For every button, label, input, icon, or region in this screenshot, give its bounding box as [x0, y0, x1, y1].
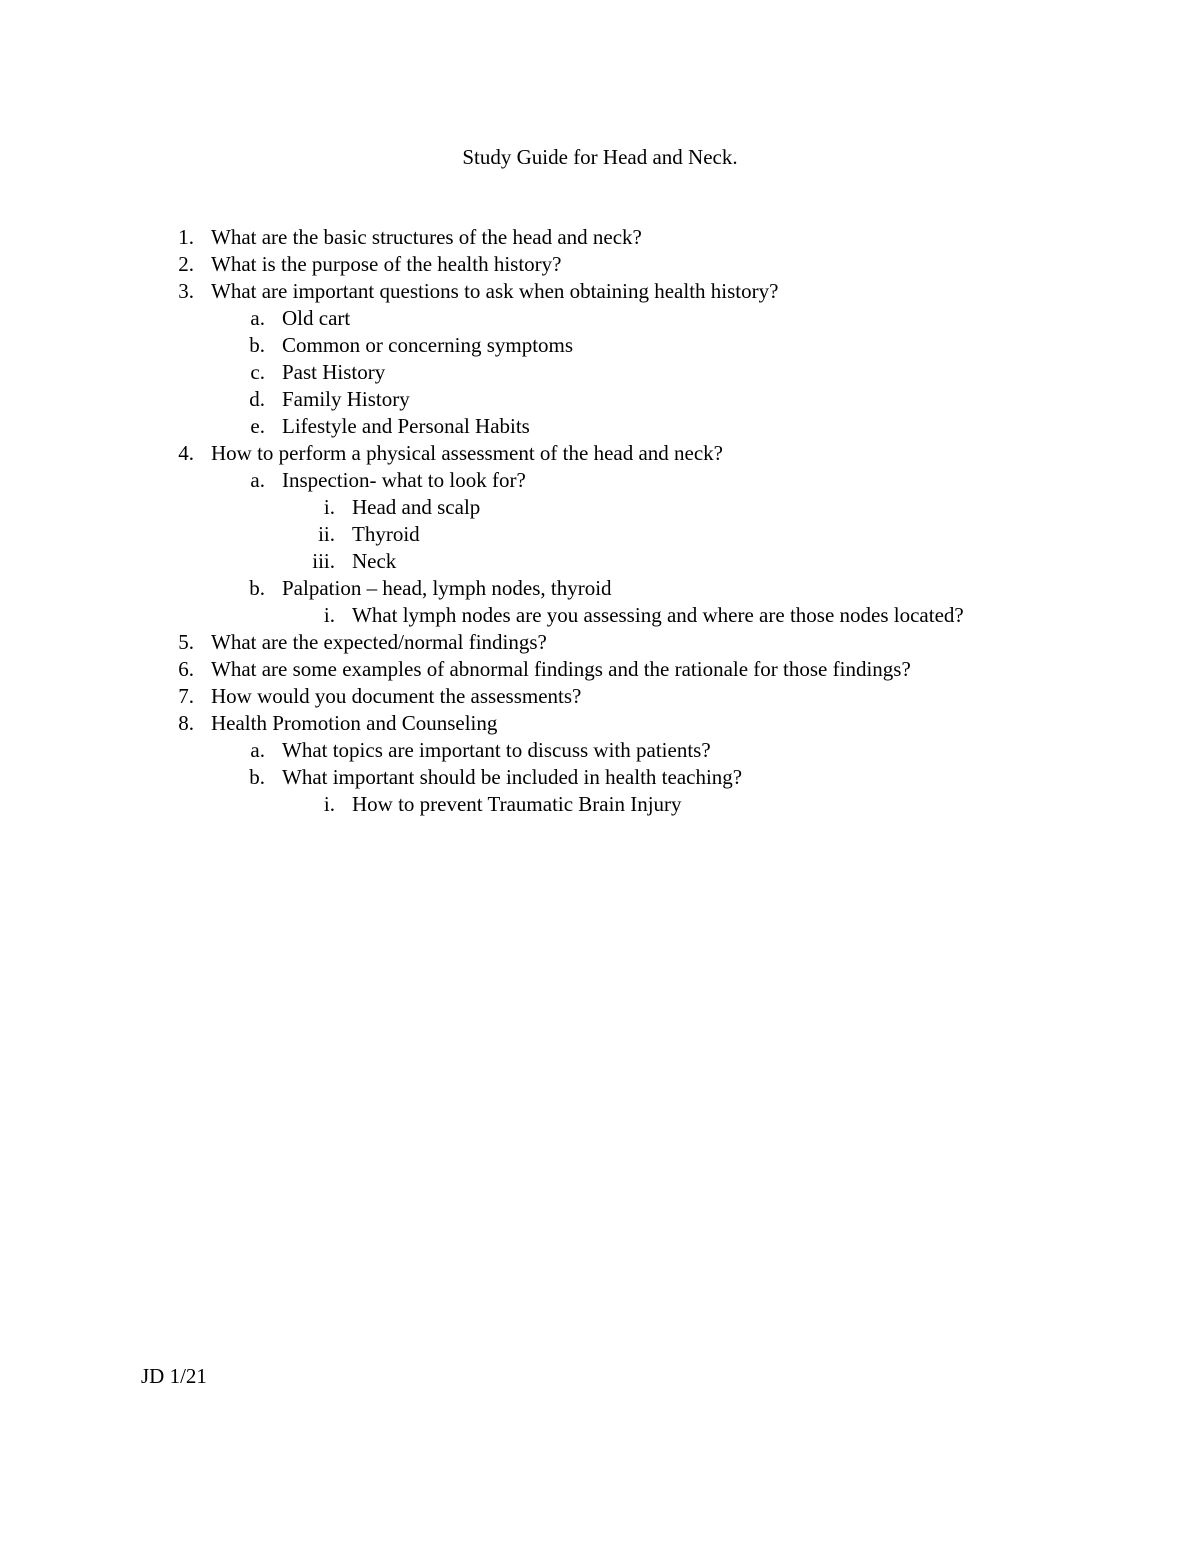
list-marker: 7.	[178, 684, 194, 708]
list-marker: b.	[249, 576, 265, 600]
list-item	[0, 332, 1200, 359]
list-text: Past History	[282, 360, 386, 384]
list-item	[0, 575, 1200, 602]
list-item	[0, 602, 1200, 629]
footer-initials-date: JD 1/21	[141, 1364, 207, 1388]
list-marker: b.	[249, 765, 265, 789]
list-text: What is the purpose of the health history?	[211, 252, 562, 276]
list-text: Thyroid	[352, 522, 420, 546]
list-text: Family History	[282, 387, 410, 411]
list-marker: d.	[249, 387, 265, 411]
list-text: How to prevent Traumatic Brain Injury	[352, 792, 682, 816]
list-item	[0, 521, 1200, 548]
list-marker: ii.	[318, 522, 335, 546]
list-item	[0, 413, 1200, 440]
list-text: What are the basic structures of the head and neck?	[211, 225, 642, 249]
list-text: What important should be included in health teaching?	[282, 765, 743, 789]
list-marker: a.	[250, 306, 265, 330]
list-text: What lymph nodes are you assessing and where are those nodes located?	[352, 603, 964, 627]
list-item	[0, 656, 1200, 683]
list-text: Health Promotion and Counseling	[211, 711, 498, 735]
list-item	[0, 710, 1200, 737]
document-title: Study Guide for Head and Neck.	[462, 145, 738, 169]
list-item	[0, 386, 1200, 413]
list-item	[0, 737, 1200, 764]
question-outline	[0, 224, 1200, 818]
list-marker: 5.	[178, 630, 194, 654]
list-marker: a.	[250, 468, 265, 492]
list-text: How to perform a physical assessment of the head and neck?	[211, 441, 723, 465]
list-item	[0, 683, 1200, 710]
list-text: How would you document the assessments?	[211, 684, 582, 708]
list-marker: i.	[323, 792, 335, 816]
list-text: Common or concerning symptoms	[282, 333, 574, 357]
list-item	[0, 494, 1200, 521]
list-marker: 1.	[178, 225, 194, 249]
list-item	[0, 440, 1200, 467]
list-text: What are some examples of abnormal findings and the rationale for those findings?	[211, 657, 911, 681]
list-text: Old cart	[282, 306, 351, 330]
list-marker: b.	[249, 333, 265, 357]
list-text: What are the expected/normal findings?	[211, 630, 547, 654]
list-item	[0, 791, 1200, 818]
list-item	[0, 251, 1200, 278]
list-text: Palpation – head, lymph nodes, thyroid	[282, 576, 612, 600]
list-marker: a.	[250, 738, 265, 762]
list-marker: 8.	[178, 711, 194, 735]
list-item	[0, 764, 1200, 791]
list-item	[0, 278, 1200, 305]
list-text: What are important questions to ask when obtaining health history?	[211, 279, 779, 303]
list-text: Head and scalp	[352, 495, 481, 519]
list-marker: i.	[323, 495, 335, 519]
list-item	[0, 359, 1200, 386]
list-text: Inspection- what to look for?	[282, 468, 526, 492]
list-text: Neck	[352, 549, 397, 573]
list-item	[0, 224, 1200, 251]
list-item	[0, 629, 1200, 656]
list-item	[0, 467, 1200, 494]
list-marker: i.	[323, 603, 335, 627]
list-marker: 2.	[178, 252, 194, 276]
list-text: Lifestyle and Personal Habits	[282, 414, 530, 438]
list-marker: e.	[250, 414, 265, 438]
list-text: What topics are important to discuss with patients?	[282, 738, 711, 762]
list-marker: 3.	[178, 279, 194, 303]
list-marker: iii.	[312, 549, 335, 573]
list-item	[0, 305, 1200, 332]
list-marker: 4.	[178, 441, 194, 465]
list-marker: 6.	[178, 657, 194, 681]
list-item	[0, 548, 1200, 575]
list-marker: c.	[250, 360, 265, 384]
